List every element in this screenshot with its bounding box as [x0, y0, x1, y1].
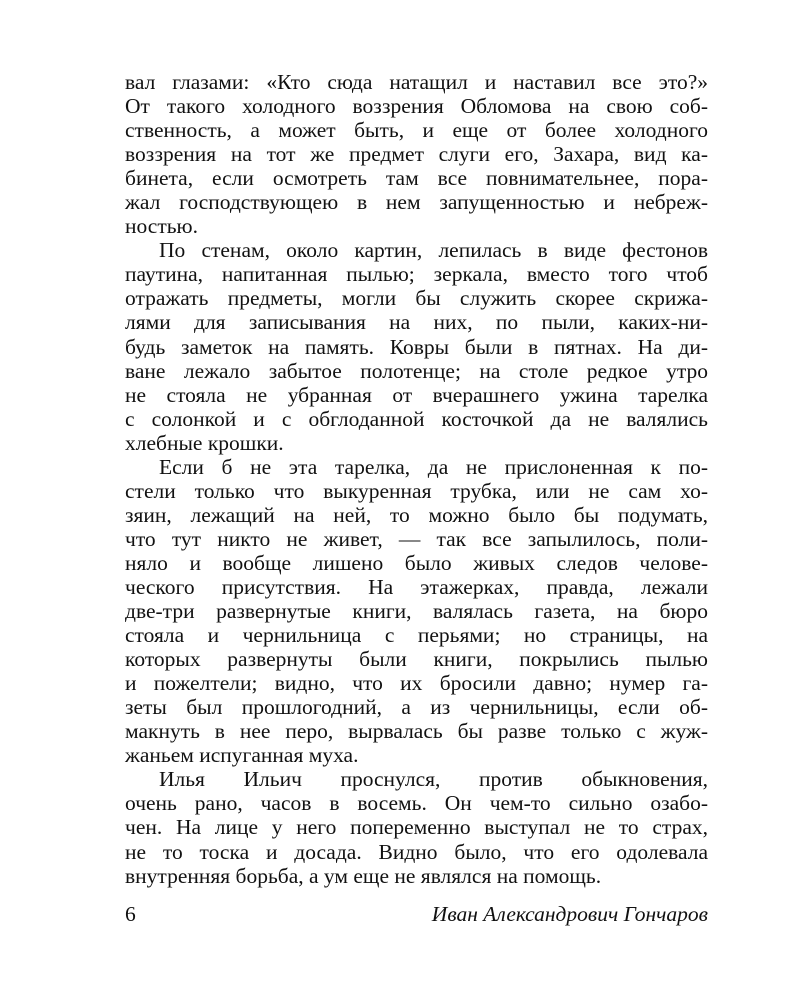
- text-line: воззрения на тот же предмет слуги его, Захара, вид ка-: [125, 142, 708, 167]
- text-line: очень рано, часов в восемь. Он чем-то сильно озабо-: [125, 791, 708, 816]
- text-line: зеты был прошлогодний, а из чернильницы, если об-: [125, 695, 708, 720]
- paragraph-4: [125, 767, 708, 887]
- text-line: что тут никто не живет, — так все запылилось, поли-: [125, 526, 708, 551]
- text-line: чен. На лице у него попеременно выступал не то страх,: [125, 815, 708, 840]
- text-line: будь заметок на память. Ковры были в пятнах. На ди-: [125, 334, 708, 359]
- text-line: Если б не эта тарелка, да не прислоненная к по-: [159, 454, 708, 479]
- text-line: внутренняя борьба, а ум еще не являлся на помощь.: [125, 863, 602, 888]
- text-line: жаньем испуганная муха.: [125, 743, 359, 768]
- text-line: хлебные крошки.: [125, 430, 284, 455]
- text-line: и пожелтели; видно, что их бросили давно; нумер га-: [125, 671, 708, 696]
- text-line: которых развернуты были книги, покрылись пылью: [125, 647, 708, 672]
- text-line: От такого холодного воззрения Обломова на свою соб-: [125, 94, 708, 119]
- page-number: 6: [125, 902, 136, 926]
- text-line: По стенам, около картин, лепилась в виде фестонов: [159, 238, 708, 263]
- text-line: няло и вообще лишено было живых следов челове-: [125, 550, 708, 575]
- text-line: ческого присутствия. На этажерках, правда, лежали: [125, 574, 708, 599]
- text-line: макнуть в нее перо, вырвалась бы разве только с жуж-: [125, 719, 708, 744]
- text-line: отражать предметы, могли бы служить скорее скрижа-: [125, 286, 708, 311]
- text-line: не то тоска и досада. Видно было, что его одолевала: [125, 839, 708, 864]
- text-line: бинета, если осмотреть там все повнимательнее, пора-: [125, 166, 708, 191]
- text-line: паутина, напитанная пылью; зеркала, вместо того чтоб: [125, 262, 708, 287]
- text-line: ване лежало забытое полотенце; на столе редкое утро: [125, 358, 708, 383]
- text-line: ностью.: [125, 214, 198, 239]
- paragraph-2: [125, 238, 708, 454]
- paragraph-3: [125, 455, 708, 768]
- text-line: с солонкой и с обглоданной косточкой да не валялись: [125, 406, 708, 431]
- page-footer: [125, 902, 708, 932]
- running-head-author: Иван Александрович Гончаров: [431, 902, 708, 926]
- paragraph-1: [125, 70, 708, 238]
- text-line: жал господствующею в нем запущенностью и небреж-: [125, 190, 708, 215]
- text-line: ственность, а может быть, и еще от более холодного: [125, 118, 708, 143]
- text-line: Илья Ильич проснулся, против обыкновения,: [159, 767, 708, 792]
- text-line: не стояла не убранная от вчерашнего ужина тарелка: [125, 382, 708, 407]
- text-line: лями для записывания на них, по пыли, каких-ни-: [125, 310, 708, 335]
- text-line: стели только что выкуренная трубка, или не сам хо-: [125, 478, 708, 503]
- text-line: стояла и чернильница с перьями; но страницы, на: [125, 623, 708, 648]
- text-line: вал глазами: «Кто сюда натащил и наставил все это?»: [125, 70, 708, 94]
- text-line: зяин, лежащий на ней, то можно было бы подумать,: [125, 502, 708, 527]
- text-line: две-три развернутые книги, валялась газета, на бюро: [125, 599, 708, 624]
- page-text: [125, 70, 708, 888]
